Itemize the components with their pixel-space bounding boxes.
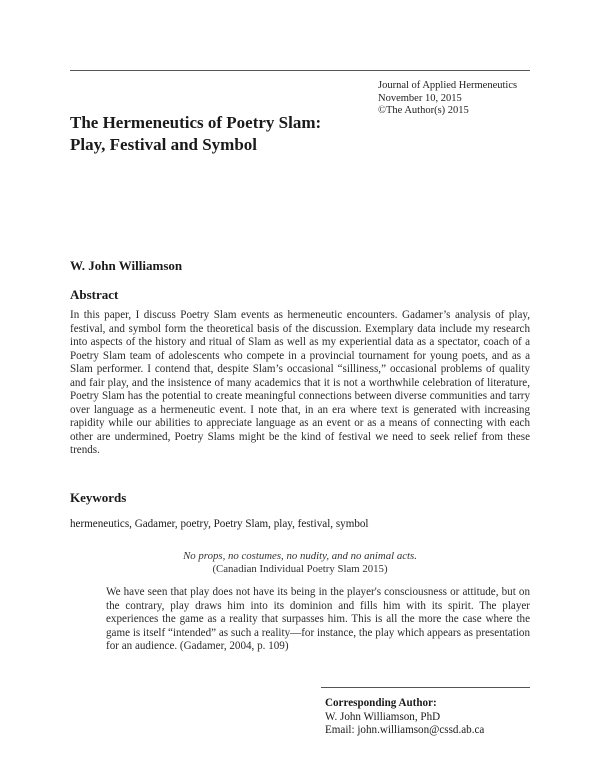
corresponding-author-label: Corresponding Author: — [325, 697, 437, 709]
journal-copyright: ©The Author(s) 2015 — [378, 105, 469, 116]
abstract-body: In this paper, I discuss Poetry Slam events as hermeneutic encounters. Gadamer’s analysis of play, festival, and symbol form the theoretical basis of the discussion. Exemplary data include my research into aspects of the history and ritual of Slam as well as my experiential data as a spectator, coach of a Poetry Slam team of adolescents who compete in a provincial tournament for young poets, and as a Slam performer. I contend that, despite Slam’s occasional “silliness,” occasional problems of quality and fair play, and the insistence of many academics that it is not a worthwhile celebration of literature, Poetry Slam has the potential to create meaningful connections between diverse communities and tarry over language as a hermeneutic event. I note that, in an era where text is generated with increasing rapidity while our abilities to appreciate language as an event or as a means of connecting with each other are undermined, Poetry Slams might be the kind of festival we need to seek relief from these trends. — [70, 309, 530, 456]
abstract-heading: Abstract — [70, 287, 119, 302]
epigraph-quote: No props, no costumes, no nudity, and no animal acts. — [183, 550, 417, 562]
article-title — [70, 112, 400, 156]
article-title-line2: Play, Festival and Symbol — [70, 135, 258, 154]
epigraph-source: (Canadian Individual Poetry Slam 2015) — [212, 563, 388, 575]
corresponding-author-name: W. John Williamson, PhD — [325, 710, 441, 723]
corresponding-author — [325, 697, 484, 738]
keywords-heading: Keywords — [70, 490, 127, 505]
footer-rule — [321, 687, 530, 688]
epigraph — [70, 550, 530, 576]
keywords-list: hermeneutics, Gadamer, poetry, Poetry Slam, play, festival, symbol — [70, 518, 369, 530]
journal-name: Journal of Applied Hermeneutics — [378, 80, 518, 91]
journal-date: November 10, 2015 — [378, 92, 462, 104]
corresponding-author-email[interactable]: Email: john.williamson@cssd.ab.ca — [325, 724, 485, 736]
article-title-line1: The Hermeneutics of Poetry Slam: — [70, 113, 322, 132]
block-quotation: We have seen that play does not have its being in the player's consciousness or attitude, but on the contrary, play draws him into its dominion and fills him with its spirit. The player experiences the game as a reality that surpasses him. This is all the more the case where the game is itself “intended” as such a reality—for instance, the play which appears as presentation for an audience. (Gadamer, 2004, p. 109) — [106, 586, 530, 653]
author-name: W. John Williamson — [70, 258, 183, 273]
top-rule — [70, 70, 530, 71]
